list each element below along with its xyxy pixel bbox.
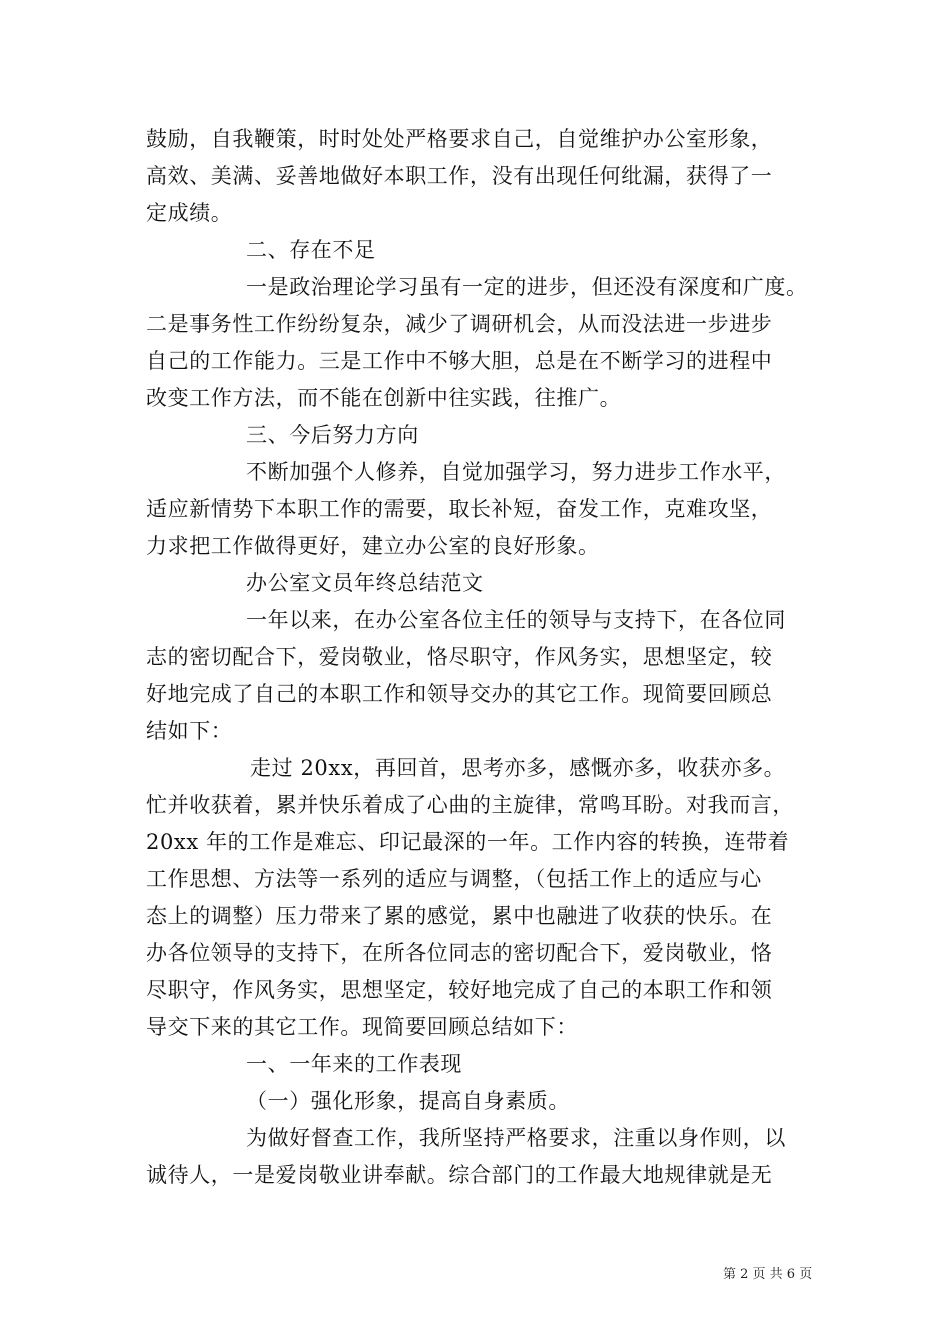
body-text-line: 20xx 年的工作是难忘、印记最深的一年。工作内容的转换，连带着 (146, 830, 790, 854)
body-text-line: 志的密切配合下，爱岗敬业，恪尽职守，作风务实，思想坚定，较 (146, 645, 773, 669)
body-text-line: 改变工作方法，而不能在创新中往实践，往推广。 (146, 386, 622, 410)
body-text-line: 自己的工作能力。三是工作中不够大胆，总是在不断学习的进程中 (146, 349, 773, 373)
body-text-line: 工作思想、方法等一系列的适应与调整，（包括工作上的适应与心 (146, 867, 762, 891)
body-text-line: 好地完成了自己的本职工作和领导交办的其它工作。现简要回顾总 (146, 682, 773, 706)
section-heading: 一、一年来的工作表现 (246, 1052, 462, 1076)
body-text-line: 忙并收获着，累并快乐着成了心曲的主旋律，常鸣耳盼。对我而言， (146, 793, 794, 817)
body-text-line: 高效、美满、妥善地做好本职工作，没有出现任何纰漏，获得了一 (146, 164, 773, 188)
body-text-line: 一年以来，在办公室各位主任的领导与支持下，在各位同 (246, 608, 786, 632)
body-text-line: 鼓励，自我鞭策，时时处处严格要求自己，自觉维护办公室形象， (146, 127, 773, 151)
body-text-line: 结如下： (146, 719, 233, 743)
body-text-line: 为做好督查工作，我所坚持严格要求，注重以身作则，以 (246, 1126, 786, 1150)
body-text-line: 定成绩。 (146, 201, 233, 225)
subsection-heading: （一）强化形象，提高自身素质。 (246, 1089, 570, 1113)
section-heading: 二、存在不足 (246, 238, 376, 262)
document-subtitle: 办公室文员年终总结范文 (246, 571, 484, 595)
body-text-line: 态上的调整）压力带来了累的感觉，累中也融进了收获的快乐。在 (146, 904, 773, 928)
body-text-line: 适应新情势下本职工作的需要，取长补短，奋发工作，克难攻坚， (146, 497, 773, 521)
body-text-line: 诚待人，一是爱岗敬业讲奉献。综合部门的工作最大地规律就是无 (146, 1163, 773, 1187)
body-text-line: 办各位领导的支持下，在所各位同志的密切配合下，爱岗敬业，恪 (146, 941, 773, 965)
section-heading: 三、今后努力方向 (246, 423, 419, 447)
body-text-line: 导交下来的其它工作。现简要回顾总结如下： (146, 1015, 578, 1039)
body-text-line: 力求把工作做得更好，建立办公室的良好形象。 (146, 534, 600, 558)
body-text-line: 二是事务性工作纷纷复杂，减少了调研机会，从而没法进一步进步 (146, 312, 773, 336)
body-text-line: 不断加强个人修养，自觉加强学习，努力进步工作水平， (246, 460, 786, 484)
body-text-line: 走过 20xx，再回首，思考亦多，感慨亦多，收获亦多。 (250, 756, 786, 780)
body-text-line: 尽职守，作风务实，思想坚定，较好地完成了自己的本职工作和领 (146, 978, 773, 1002)
page-number: 第 2 页 共 6 页 (723, 1267, 813, 1282)
body-text-line: 一是政治理论学习虽有一定的进步，但还没有深度和广度。 (246, 275, 808, 299)
